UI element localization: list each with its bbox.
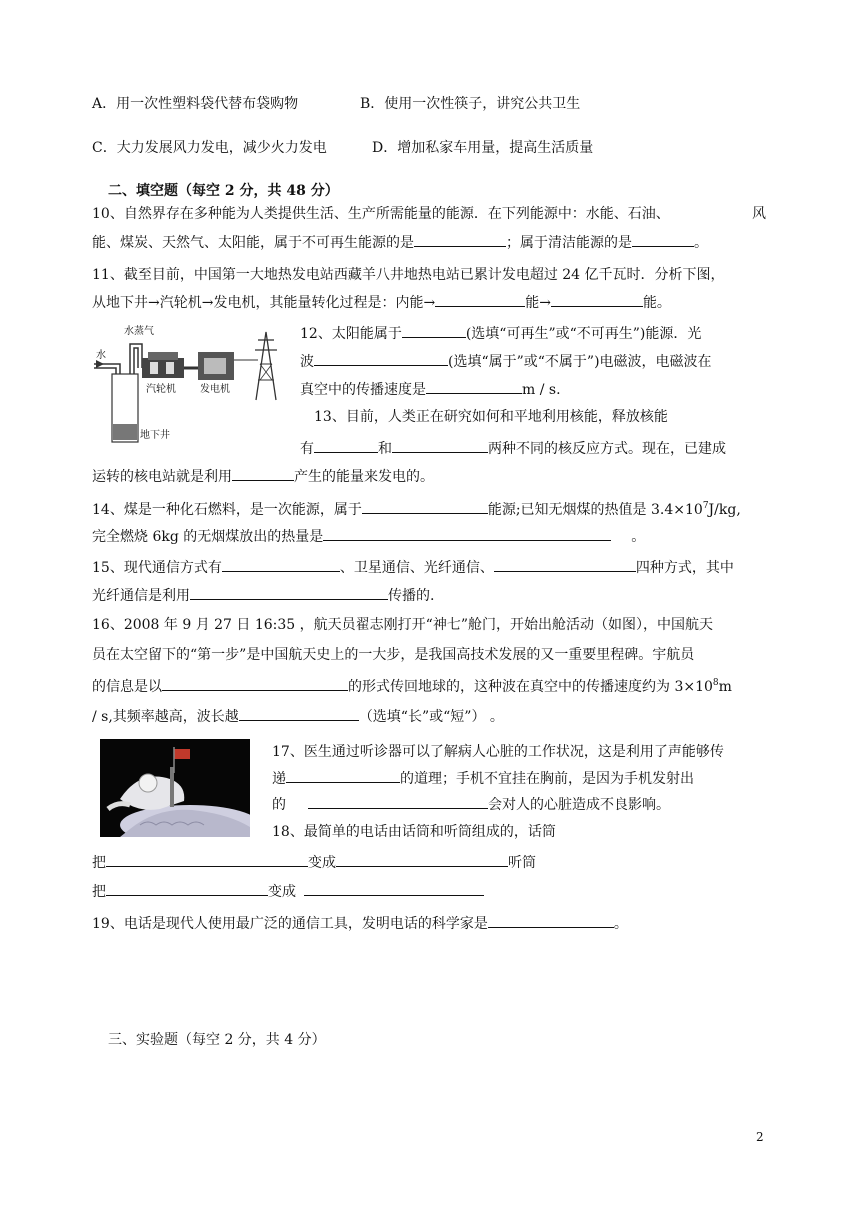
q12-text-1b: (选填“可再生”或“不可再生”)能源．光 (465, 326, 702, 342)
q16-exponent: 8 (712, 678, 719, 688)
q13-text-2a: 有 (300, 441, 314, 457)
q15-text-2a: 光纤通信是利用 (92, 588, 190, 604)
q18-text-2b: 变成 (308, 855, 336, 871)
choice-d: D．增加私家车用量，提高生活质量 (372, 140, 594, 156)
choice-c: C．大力发展风力发电，减少火力发电 (92, 140, 327, 156)
q10-text-1b: 风 (752, 206, 766, 222)
q11-line2 (92, 291, 671, 313)
q10-blank-clean[interactable] (632, 231, 694, 247)
q16-line2: 员在太空留下的“第一步”是中国航天史上的一大步，是我国高技术发展的又一重要里程碑。宇航员 (92, 647, 695, 663)
q18-text-3b: 变成 (268, 884, 296, 900)
q17-line3 (272, 793, 670, 815)
q11-text-2a: 从地下井→汽轮机→发电机，其能量转化过程是：内能→ (92, 295, 436, 311)
q13-blank-3[interactable] (232, 465, 294, 481)
q14-exponent: 7 (702, 501, 709, 511)
q12-blank-speed[interactable] (426, 378, 522, 394)
q18-blank-4[interactable] (304, 880, 484, 896)
label-well: 地下井 (140, 430, 170, 441)
q17-line1: 17、医生通过听诊器可以了解病人心脏的工作状况，这是利用了声能够传 (272, 744, 724, 760)
q11-line1: 11、截至目前，中国第一大地热发电站西藏羊八井地热电站已累计发电超过 24 亿千瓦时．分析下图， (92, 267, 725, 283)
geothermal-diagram-svg (90, 320, 290, 450)
choice-a: A．用一次性塑料袋代替布袋购物 (92, 96, 299, 112)
q12-text-2b: (选填“属于”或“不属于”)电磁波，电磁波在 (448, 354, 712, 370)
q15-text-1a: 15、现代通信方式有 (92, 560, 222, 576)
q16-line4 (92, 705, 504, 727)
q15-text-1c: 四种方式，其中 (635, 560, 734, 576)
q12-line3 (300, 378, 561, 400)
q17-text-2b: 的道理；手机不宜挂在胸前，是因为手机发射出 (400, 771, 694, 787)
q12-blank-renewable[interactable] (402, 322, 466, 338)
q10-text-2c: 。 (694, 235, 708, 251)
label-steam: 水蒸气 (124, 326, 154, 337)
q17-line2 (272, 767, 694, 789)
q13-text-2c: 两种不同的核反应方式。现在，已建成 (488, 441, 726, 457)
q14-text-2a: 完全燃烧 6kg 的无烟煤放出的热量是 (92, 529, 324, 545)
astronaut-photo-svg (100, 739, 250, 837)
q18-blank-2[interactable] (336, 851, 508, 867)
q13-text-3a: 运转的核电站就是利用 (92, 469, 232, 485)
q16-text-4b: （选填“长”或“短”） 。 (358, 709, 504, 725)
q13-line3 (92, 465, 434, 487)
q17-text-3b: 会对人的心脏造成不良影响。 (488, 797, 670, 813)
q12-text-3a: 真空中的传播速度是 (300, 382, 426, 398)
q11-blank-1[interactable] (435, 291, 525, 307)
geothermal-plant-figure (90, 320, 290, 450)
q12-blank-em-wave[interactable] (314, 350, 448, 366)
q14-text-1b: 能源;已知无烟煤的热值是 3.4×10 (487, 502, 703, 518)
q10-text-2a: 能、煤炭、天然气、太阳能，属于不可再生能源的是 (92, 235, 414, 251)
q14-blank-heat[interactable] (323, 525, 611, 541)
q16-text-3c: m (718, 679, 732, 695)
q18-blank-1[interactable] (106, 851, 308, 867)
q14-line1 (92, 498, 741, 520)
choice-b: B．使用一次性筷子，讲究公共卫生 (360, 96, 581, 112)
q10-text-1a: 10、自然界存在多种能为人类提供生活、生产所需能量的能源．在下列能源中：水能、石油、 (92, 206, 670, 222)
q19-text-1b: 。 (613, 916, 628, 932)
q15-text-2b: 传播的. (388, 588, 435, 604)
q18-text-2a: 把 (92, 855, 106, 871)
q15-blank-2[interactable] (494, 556, 636, 572)
q10-blank-nonrenewable[interactable] (414, 231, 506, 247)
q14-text-1a: 14、煤是一种化石燃料，是一次能源，属于 (92, 502, 362, 518)
q19-text-1a: 19、电话是现代人使用最广泛的通信工具，发明电话的科学家是 (92, 916, 488, 932)
q15-line2 (92, 584, 434, 606)
label-generator: 发电机 (200, 384, 230, 395)
q15-blank-1[interactable] (222, 556, 340, 572)
q17-blank-2[interactable] (308, 793, 488, 809)
q14-text-1c: J/kg, (708, 502, 741, 518)
q16-blank-wave[interactable] (162, 675, 348, 691)
q11-blank-2[interactable] (551, 291, 643, 307)
label-turbine: 汽轮机 (146, 384, 176, 395)
q13-line2 (300, 437, 726, 459)
q16-blank-wavelength[interactable] (239, 705, 359, 721)
q12-line2 (300, 350, 712, 372)
q12-text-1a: 12、太阳能属于 (300, 326, 402, 342)
q14-text-2b: 。 (631, 529, 646, 545)
q18-line1: 18、最简单的电话由话筒和听筒组成的，话筒 (272, 824, 556, 840)
q15-line1 (92, 556, 734, 578)
q16-text-3b: 的形式传回地球的，这种波在真空中的传播速度约为 3×10 (348, 679, 713, 695)
q13-text-3b: 产生的能量来发电的。 (294, 469, 434, 485)
q15-blank-3[interactable] (190, 584, 388, 600)
page-number: 2 (756, 1130, 764, 1144)
q11-text-2b: 能→ (525, 295, 551, 311)
q18-text-3a: 把 (92, 884, 106, 900)
q12-text-2a: 波 (300, 354, 314, 370)
label-water: 水 (96, 350, 106, 361)
q12-line1 (300, 322, 701, 344)
section-heading-fill-blank: 二、填空题（每空 2 分，共 48 分） (108, 183, 339, 199)
q16-line1: 16、2008 年 9 月 27 日 16:35 ，航天员翟志刚打开“神七”舱门，开始出舱活动（如图），中国航天 (92, 617, 713, 633)
q14-blank-energy-type[interactable] (362, 498, 488, 514)
q19-line1 (92, 912, 628, 934)
q18-blank-3[interactable] (106, 880, 268, 896)
q10-line2 (92, 231, 708, 253)
q19-blank-inventor[interactable] (488, 912, 614, 928)
q11-text-2c: 能。 (642, 295, 671, 311)
q17-text-3a: 的 (272, 797, 286, 813)
q16-line3 (92, 675, 732, 697)
q10-text-2b: ；属于清洁能源的是 (506, 235, 632, 251)
q14-line2 (92, 525, 645, 547)
q13-blank-2[interactable] (392, 437, 488, 453)
astronaut-photo (100, 739, 250, 837)
q17-text-2a: 递 (272, 771, 286, 787)
q16-text-3a: 的信息是以 (92, 679, 162, 695)
q13-blank-1[interactable] (314, 437, 378, 453)
q18-text-2c: 听筒 (508, 855, 536, 871)
section-heading-experiment: 三、实验题（每空 2 分，共 4 分） (108, 1032, 326, 1048)
q16-text-4a: / s,其频率越高，波长越 (92, 709, 239, 725)
q18-line2 (92, 851, 536, 873)
q13-line1: 13、目前，人类正在研究如何和平地利用核能，释放核能 (314, 409, 668, 425)
q12-text-3b: m / s. (522, 382, 561, 398)
q13-text-2b: 和 (378, 441, 392, 457)
q10-line1 (92, 204, 670, 224)
q15-text-1b: 、卫星通信、光纤通信、 (339, 560, 494, 576)
q18-line3 (92, 880, 484, 902)
q17-blank-1[interactable] (286, 767, 400, 783)
